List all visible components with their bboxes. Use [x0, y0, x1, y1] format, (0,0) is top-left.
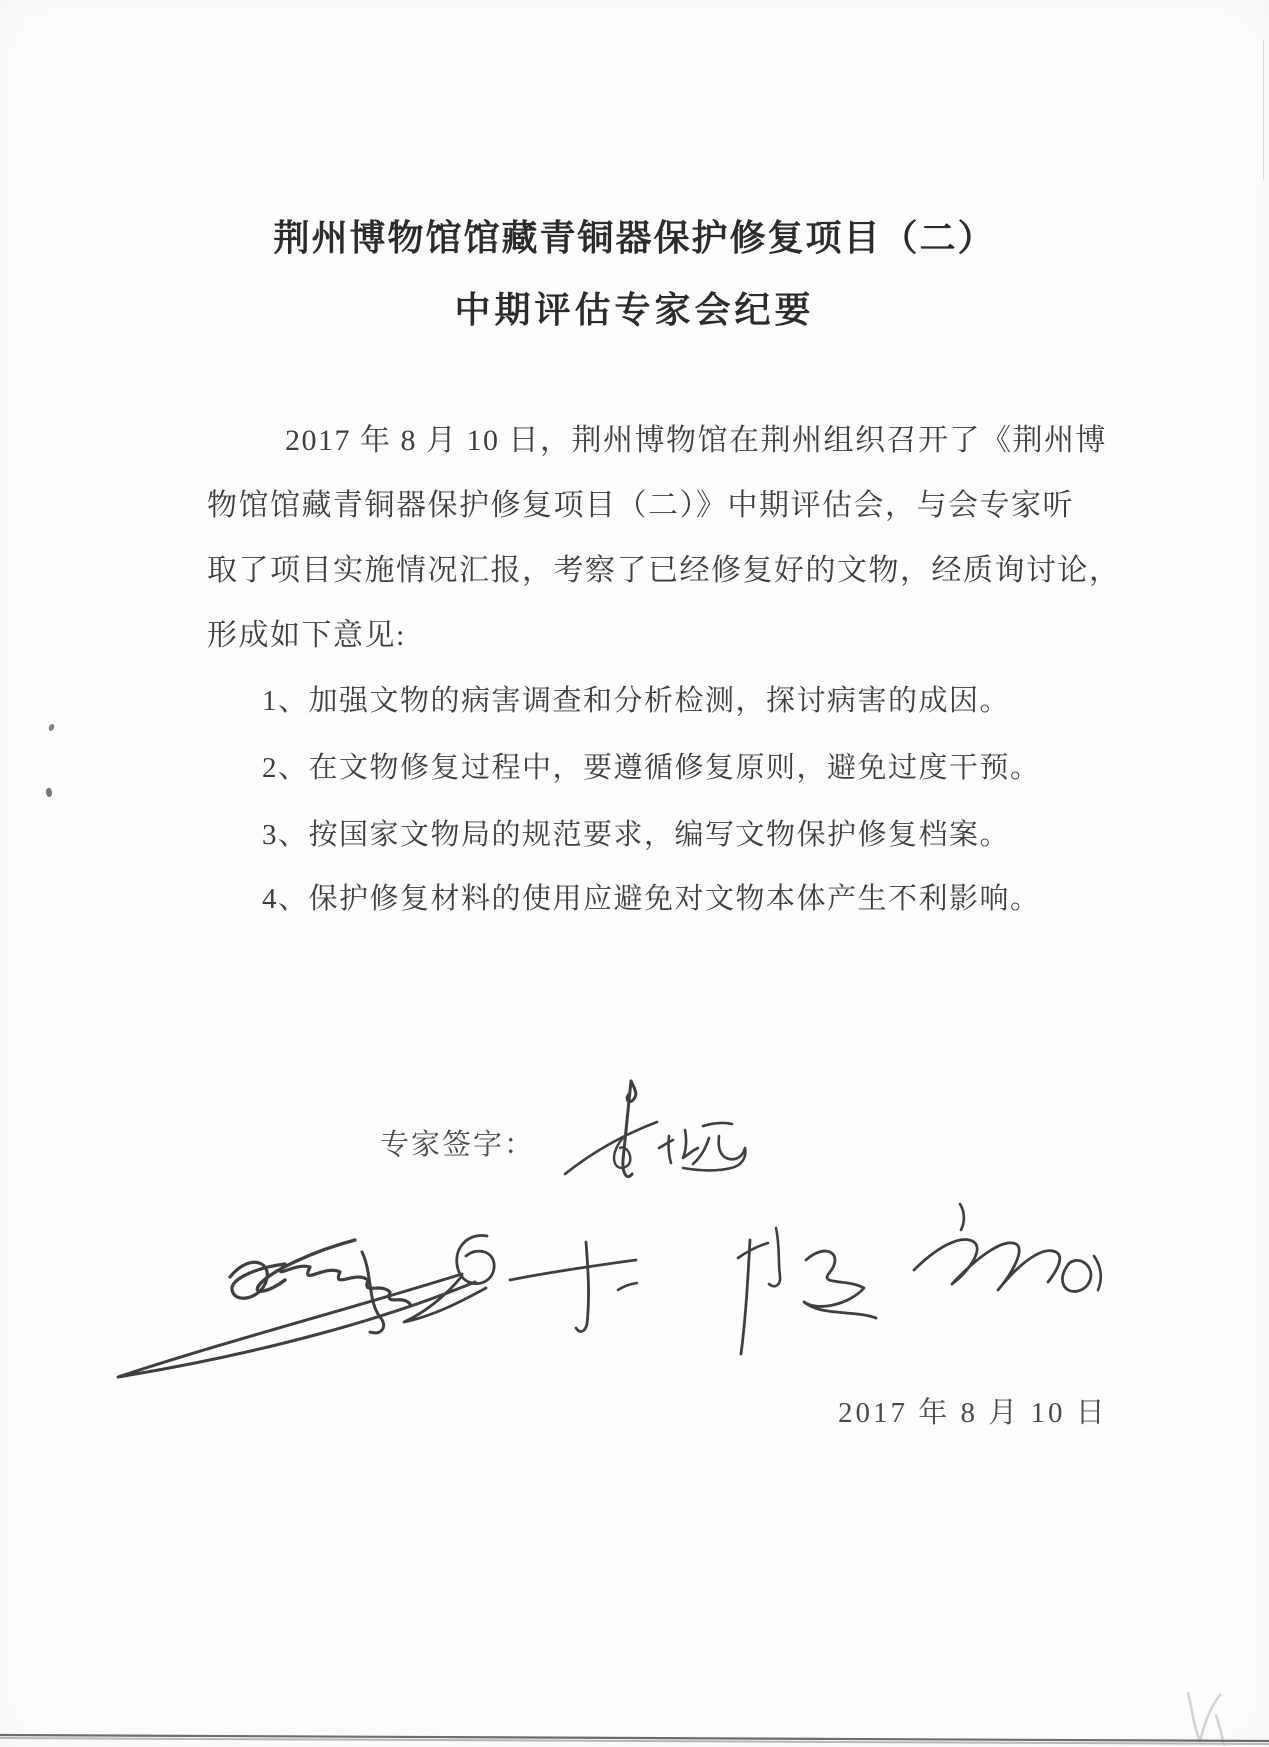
- signature-label: 专家签字：: [380, 1129, 536, 1161]
- list-item: 3、按国家文物局的规范要求，编写文物保护修复档案。: [262, 819, 1011, 851]
- list-item: 1、加强文物的病害调查和分析检测，探讨病害的成因。: [262, 685, 1011, 717]
- document-title-line-2: 中期评估专家会纪要: [454, 289, 815, 330]
- paragraph-line: 2017 年 8 月 10 日，荆州博物馆在荆州组织召开了《荆州博: [285, 424, 1107, 457]
- paragraph-line: 取了项目实施情况汇报，考察了已经修复好的文物，经质询讨论，: [207, 554, 1121, 587]
- document-title-line-1: 荆州博物馆馆藏青铜器保护修复项目（二）: [273, 217, 996, 258]
- list-item: 4、保护修复材料的使用应避免对文物本体产生不利影响。: [262, 883, 1041, 915]
- list-item: 2、在文物修复过程中，要遵循修复原则，避免过度干预。: [262, 752, 1041, 784]
- document-date: 2017 年 8 月 10 日: [838, 1397, 1108, 1429]
- paragraph-line: 物馆馆藏青铜器保护修复项目（二）》中期评估会，与会专家听: [207, 489, 1074, 522]
- paragraph-line: 形成如下意见:: [207, 619, 406, 652]
